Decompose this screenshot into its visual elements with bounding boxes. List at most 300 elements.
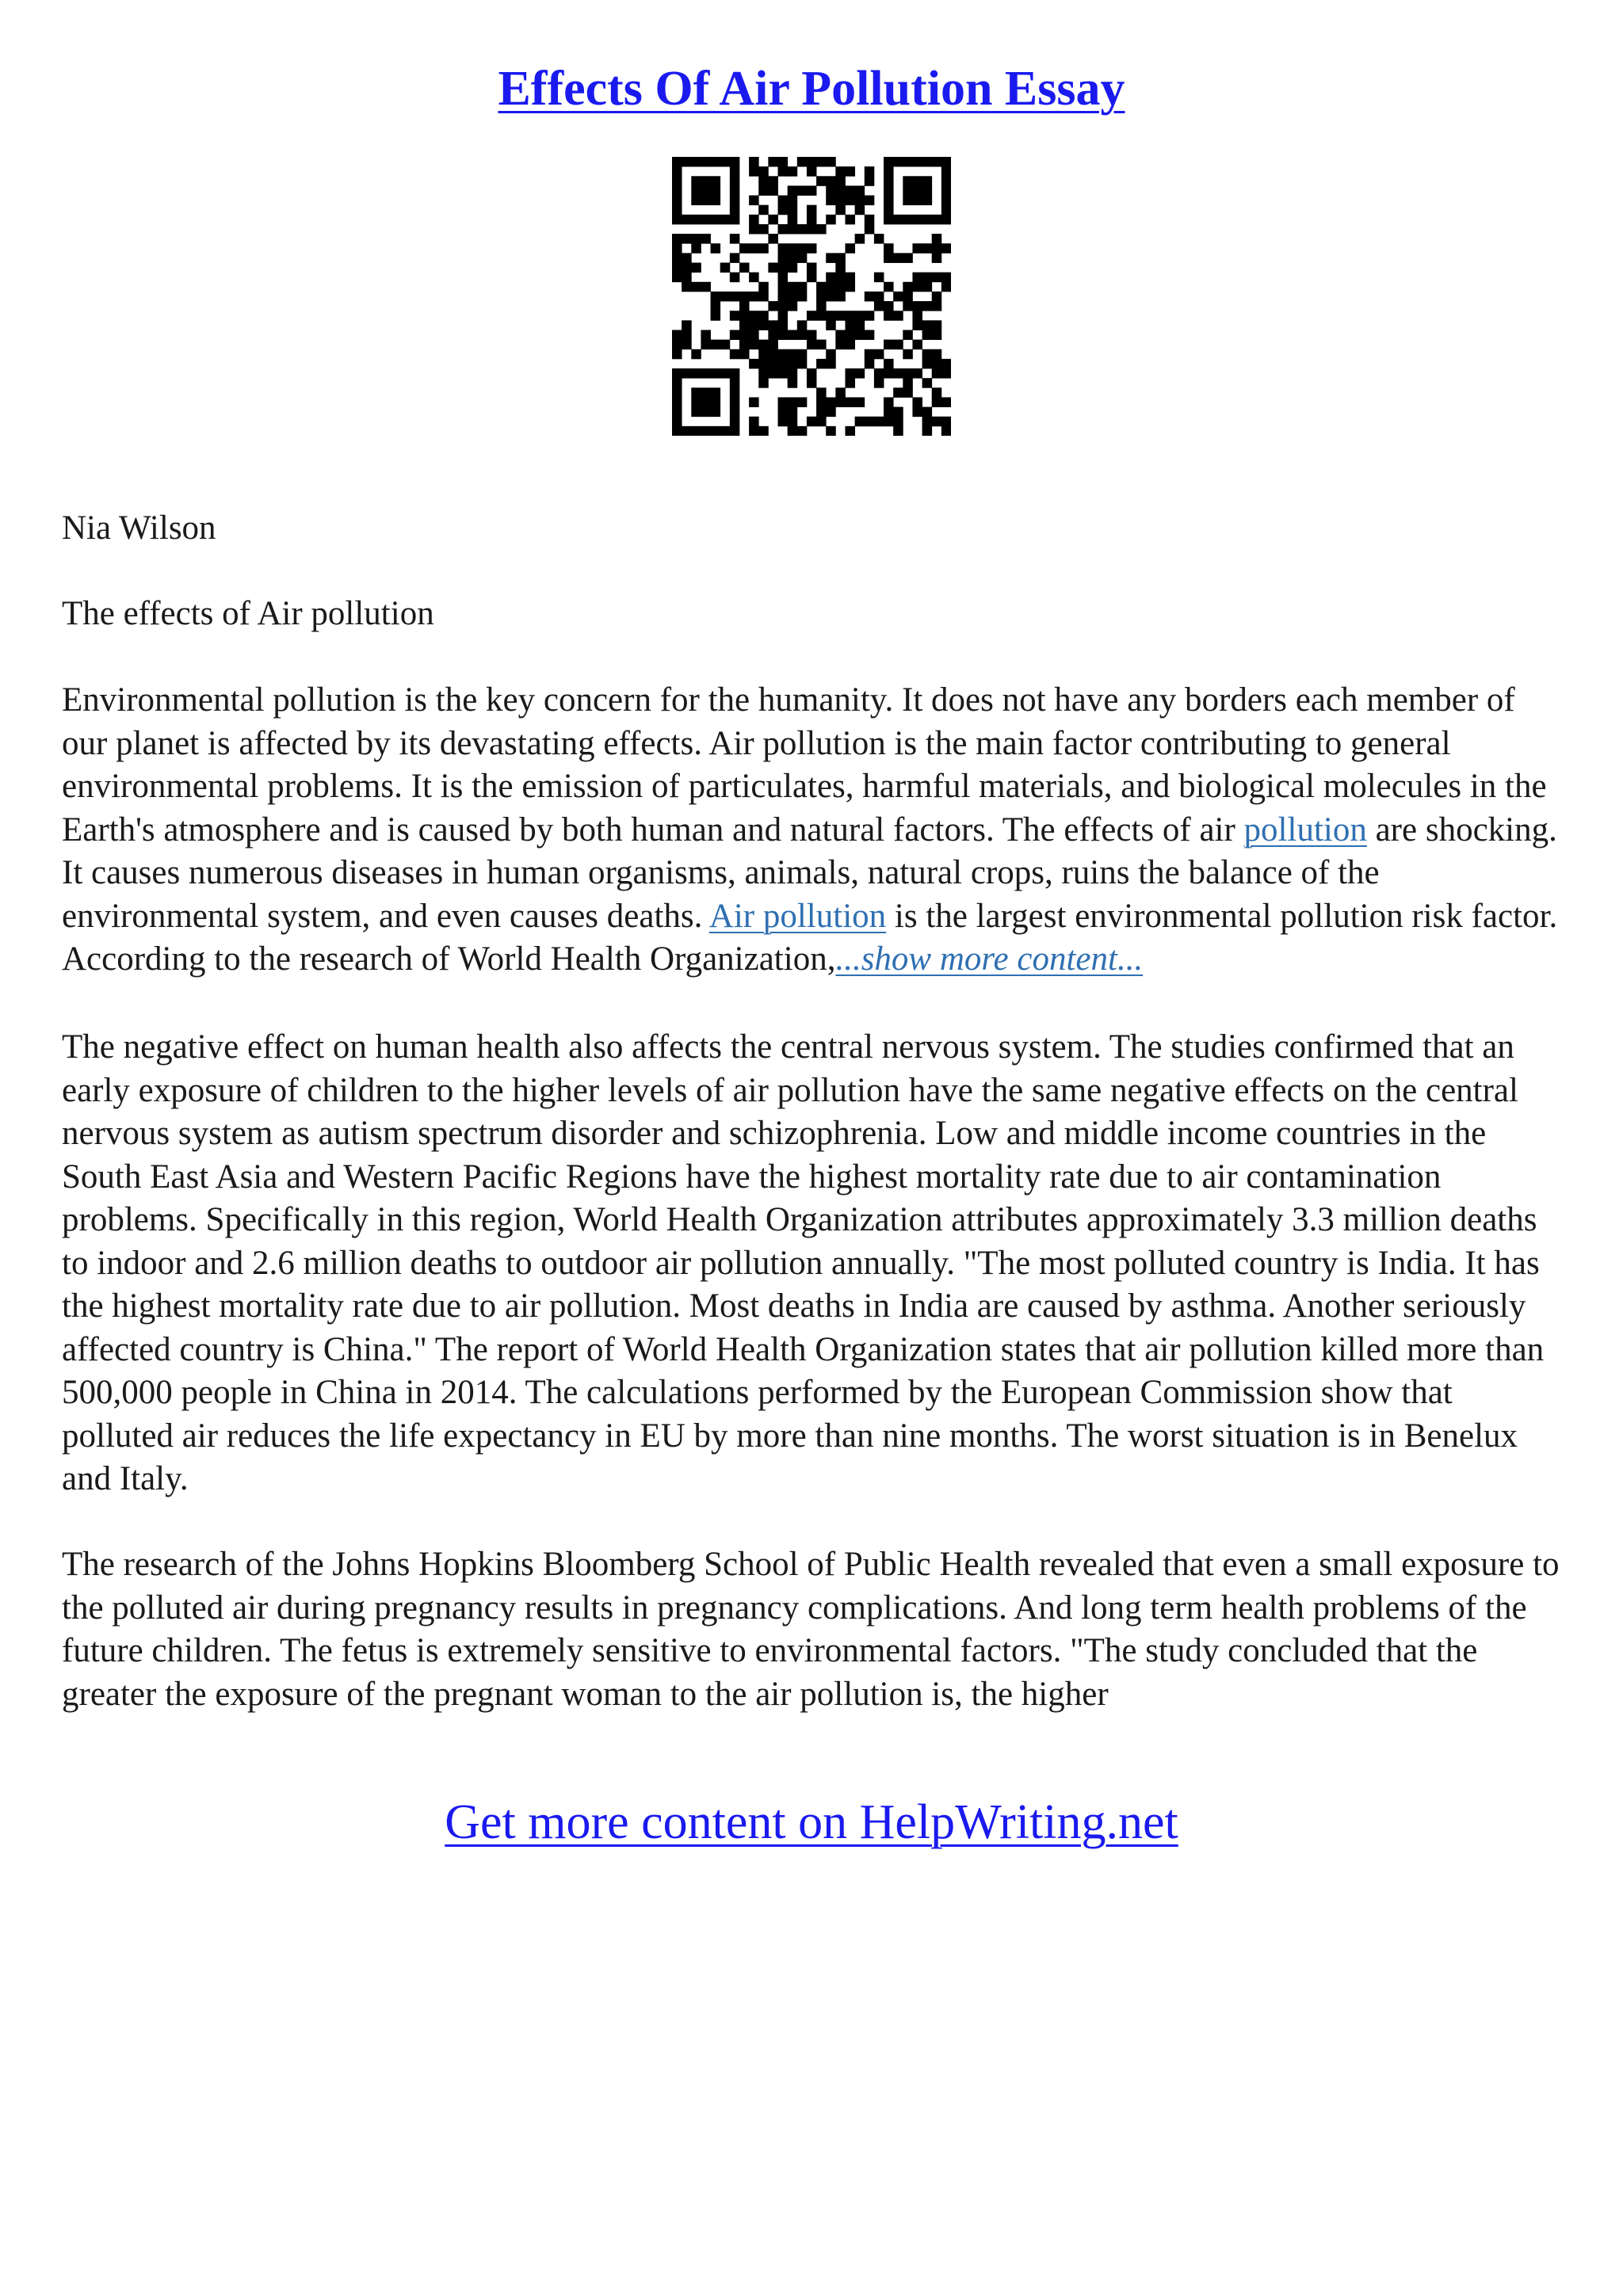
qr-module <box>701 340 711 350</box>
qr-module <box>768 301 778 311</box>
qr-module <box>682 320 692 330</box>
qr-module <box>739 349 750 360</box>
qr-module <box>691 157 701 167</box>
qr-module <box>701 407 711 418</box>
qr-module <box>778 368 789 379</box>
qr-module <box>874 273 884 283</box>
qr-module <box>672 340 682 350</box>
qr-module <box>855 368 865 379</box>
qr-module <box>835 330 846 340</box>
qr-module <box>922 378 933 388</box>
qr-module <box>682 157 692 167</box>
qr-module <box>941 273 951 283</box>
qr-module <box>768 176 778 186</box>
qr-module <box>807 243 817 254</box>
qr-module <box>865 215 875 225</box>
qr-module <box>691 397 701 407</box>
footer <box>0 1791 1623 1854</box>
qr-module <box>720 426 731 436</box>
qr-module <box>672 176 682 186</box>
qr-module <box>730 176 740 186</box>
qr-module <box>788 368 798 379</box>
qr-module <box>768 320 778 330</box>
qr-module <box>758 368 769 379</box>
qr-module <box>788 243 798 254</box>
show-more-link[interactable]: ...show more content... <box>835 940 1144 978</box>
qr-module <box>884 407 894 418</box>
qr-module <box>845 311 855 321</box>
qr-module <box>826 292 836 302</box>
qr-module <box>826 397 836 407</box>
qr-module <box>922 417 933 427</box>
qr-module <box>855 330 865 340</box>
helpwriting-link[interactable]: Get more content on HelpWriting.net <box>445 1795 1178 1849</box>
qr-module <box>922 196 933 206</box>
qr-module <box>816 387 827 398</box>
qr-module <box>682 273 692 283</box>
qr-module <box>672 196 682 206</box>
qr-module <box>845 196 855 206</box>
qr-module <box>922 407 933 418</box>
qr-module <box>903 292 913 302</box>
qr-module <box>672 417 682 427</box>
qr-module <box>807 205 817 215</box>
qr-module <box>932 330 942 340</box>
qr-module <box>884 196 894 206</box>
qr-module <box>941 176 951 186</box>
qr-module <box>816 292 827 302</box>
qr-module <box>941 215 951 225</box>
qr-module <box>788 282 798 292</box>
qr-module <box>749 196 759 206</box>
qr-module <box>711 397 721 407</box>
qr-module <box>701 387 711 398</box>
qr-module <box>788 224 798 235</box>
qr-module <box>788 292 798 302</box>
qr-module <box>912 407 922 418</box>
qr-module <box>826 253 836 263</box>
qr-module <box>739 301 750 311</box>
qr-module <box>691 215 701 225</box>
qr-module <box>912 273 922 283</box>
qr-module <box>884 397 894 407</box>
qr-module <box>865 330 875 340</box>
page-title <box>0 57 1623 120</box>
qr-module <box>672 185 682 196</box>
qr-module <box>691 426 701 436</box>
qr-module <box>884 282 894 292</box>
air-pollution-link[interactable]: Air pollution <box>708 897 887 935</box>
qr-module <box>865 176 875 186</box>
qr-module <box>730 407 740 418</box>
qr-module <box>701 176 711 186</box>
qr-module <box>739 320 750 330</box>
qr-module <box>922 359 933 369</box>
qr-module <box>932 157 942 167</box>
qr-module <box>730 349 740 360</box>
qr-module <box>941 282 951 292</box>
qr-module <box>912 215 922 225</box>
qr-module <box>893 426 903 436</box>
qr-module <box>941 417 951 427</box>
qr-module <box>807 340 817 350</box>
qr-module <box>711 176 721 186</box>
qr-module <box>865 359 875 369</box>
qr-module <box>807 417 817 427</box>
qr-module <box>691 196 701 206</box>
qr-module <box>778 273 789 283</box>
qr-module <box>893 215 903 225</box>
qr-module <box>730 157 740 167</box>
qr-module <box>797 330 808 340</box>
qr-module <box>778 205 789 215</box>
qr-module <box>884 205 894 215</box>
qr-module <box>711 157 721 167</box>
qr-module <box>730 311 740 321</box>
qr-module <box>797 224 808 235</box>
qr-module <box>855 205 865 215</box>
qr-module <box>845 166 855 177</box>
qr-module <box>835 387 846 398</box>
pollution-link[interactable]: pollution <box>1243 810 1367 849</box>
qr-module <box>932 301 942 311</box>
qr-module <box>807 311 817 321</box>
qr-module <box>932 368 942 379</box>
qr-module <box>788 215 798 225</box>
qr-module <box>682 330 692 340</box>
qr-module <box>903 157 913 167</box>
qr-module <box>711 426 721 436</box>
qr-module <box>730 368 740 379</box>
qr-module <box>941 205 951 215</box>
qr-module <box>941 397 951 407</box>
qr-module <box>893 417 903 427</box>
title-link[interactable]: Effects Of Air Pollution Essay <box>498 62 1125 116</box>
paragraph-1 <box>62 679 1568 982</box>
qr-module <box>768 368 778 379</box>
qr-module <box>835 292 846 302</box>
qr-module <box>807 224 817 235</box>
qr-module <box>932 253 942 263</box>
qr-module <box>730 292 740 302</box>
qr-module <box>672 407 682 418</box>
qr-module <box>845 330 855 340</box>
qr-module <box>941 426 951 436</box>
qr-module <box>932 234 942 244</box>
qr-module <box>720 292 731 302</box>
qr-module <box>758 224 769 235</box>
qr-module <box>749 426 759 436</box>
qr-module <box>778 196 789 206</box>
qr-module <box>835 176 846 186</box>
qr-module <box>672 387 682 398</box>
qr-module <box>768 340 778 350</box>
qr-module <box>826 176 836 186</box>
qr-module <box>778 320 789 330</box>
qr-module <box>826 157 836 167</box>
qr-module <box>778 330 789 340</box>
qr-module <box>788 205 798 215</box>
qr-module <box>701 426 711 436</box>
qr-module <box>730 397 740 407</box>
qr-module <box>682 426 692 436</box>
qr-module <box>788 417 798 427</box>
qr-module <box>855 185 865 196</box>
qr-module <box>826 282 836 292</box>
qr-module <box>682 282 692 292</box>
qr-module <box>845 273 855 283</box>
qr-module <box>922 320 933 330</box>
qr-module <box>730 273 740 283</box>
qr-module <box>682 253 692 263</box>
qr-module <box>932 273 942 283</box>
qr-module <box>855 320 865 330</box>
qr-module <box>884 359 894 369</box>
qr-module <box>691 349 701 360</box>
qr-module <box>797 349 808 360</box>
qr-module <box>749 417 759 427</box>
qr-module <box>816 340 827 350</box>
qr-module <box>711 196 721 206</box>
qr-module <box>672 368 682 379</box>
qr-module <box>778 263 789 273</box>
qr-module <box>778 166 789 177</box>
qr-module <box>932 292 942 302</box>
paragraph-1-part-2: are shocking. It causes numerous diseases in human organisms, animals, natural crops, ruins the balance of the environmental system, and even causes deaths. <box>62 810 1557 935</box>
qr-module <box>691 368 701 379</box>
qr-module <box>845 185 855 196</box>
qr-module <box>845 426 855 436</box>
qr-module <box>720 157 731 167</box>
qr-module <box>865 417 875 427</box>
qr-module <box>845 282 855 292</box>
qr-module <box>797 292 808 302</box>
qr-module <box>845 243 855 254</box>
qr-module <box>816 301 827 311</box>
qr-module <box>922 176 933 186</box>
qr-module <box>720 340 731 350</box>
qr-module <box>682 368 692 379</box>
qr-module <box>874 368 884 379</box>
qr-module <box>749 292 759 302</box>
qr-module <box>691 185 701 196</box>
qr-module <box>672 243 682 254</box>
qr-module <box>893 311 903 321</box>
qr-module <box>758 320 769 330</box>
qr-module <box>778 224 789 235</box>
qr-module <box>807 215 817 225</box>
qr-module <box>749 157 759 167</box>
qr-module <box>922 282 933 292</box>
qr-module <box>797 359 808 369</box>
qr-module <box>788 426 798 436</box>
qr-module <box>797 243 808 254</box>
qr-module <box>865 311 875 321</box>
qr-module <box>672 378 682 388</box>
qr-module <box>682 215 692 225</box>
qr-module <box>788 330 798 340</box>
qr-module <box>758 166 769 177</box>
qr-module <box>941 368 951 379</box>
qr-module <box>932 243 942 254</box>
qr-module <box>797 397 808 407</box>
qr-module <box>835 340 846 350</box>
qr-module <box>758 282 769 292</box>
qr-module <box>797 282 808 292</box>
qr-module <box>788 349 798 360</box>
qr-module <box>788 196 798 206</box>
qr-module <box>768 157 778 167</box>
qr-module <box>768 349 778 360</box>
qr-module <box>758 340 769 350</box>
paragraph-3: The research of the Johns Hopkins Bloomberg School of Public Health revealed that even a small exposure to the polluted air during pregnancy results in pregnancy complications. And long term health problems of the future children. The fetus is extremely sensitive to environmental factors. "The study concluded that the greater the exposure of the pregnant woman to the air pollution is, the higher <box>62 1546 1560 1713</box>
qr-module <box>758 243 769 254</box>
qr-module <box>826 215 836 225</box>
qr-module <box>758 359 769 369</box>
qr-module <box>691 243 701 254</box>
qr-module <box>807 185 817 196</box>
qr-module <box>816 157 827 167</box>
qr-module <box>797 185 808 196</box>
qr-module <box>778 301 789 311</box>
qr-module <box>788 407 798 418</box>
qr-module <box>691 234 701 244</box>
qr-module <box>893 368 903 379</box>
qr-module <box>672 263 682 273</box>
qr-module <box>749 224 759 235</box>
qr-module <box>749 397 759 407</box>
qr-module <box>874 292 884 302</box>
qr-module <box>912 311 922 321</box>
qr-module <box>807 273 817 283</box>
qr-module <box>826 407 836 418</box>
qr-module <box>701 196 711 206</box>
qr-module <box>941 196 951 206</box>
qr-module <box>922 243 933 254</box>
qr-module <box>903 368 913 379</box>
qr-module <box>682 340 692 350</box>
qr-module <box>941 157 951 167</box>
qr-module <box>758 378 769 388</box>
qr-module <box>711 340 721 350</box>
qr-module <box>912 340 922 350</box>
qr-module <box>730 330 740 340</box>
qr-module <box>672 253 682 263</box>
qr-module <box>912 301 922 311</box>
qr-module <box>788 166 798 177</box>
qr-module <box>691 282 701 292</box>
qr-module <box>932 320 942 330</box>
qr-module <box>922 330 933 340</box>
qr-module <box>903 378 913 388</box>
qr-module <box>682 234 692 244</box>
qr-module <box>730 205 740 215</box>
qr-module <box>884 368 894 379</box>
qr-module <box>778 311 789 321</box>
qr-module <box>730 215 740 225</box>
qr-module <box>711 368 721 379</box>
qr-module <box>884 185 894 196</box>
qr-module <box>893 340 903 350</box>
qr-module <box>912 397 922 407</box>
qr-module <box>730 185 740 196</box>
qr-module <box>816 359 827 369</box>
qr-module <box>884 301 894 311</box>
qr-module <box>912 176 922 186</box>
qr-module <box>768 215 778 225</box>
qr-module <box>691 263 701 273</box>
qr-module <box>749 330 759 340</box>
qr-module <box>835 253 846 263</box>
qr-module <box>672 205 682 215</box>
qr-module <box>826 426 836 436</box>
qr-module <box>835 196 846 206</box>
qr-module <box>893 407 903 418</box>
paragraph-1-part-3: is the largest environmental pollution risk factor. According to the research of World Health Organization, <box>62 897 1558 978</box>
qr-module <box>816 397 827 407</box>
qr-module <box>903 301 913 311</box>
qr-module <box>865 196 875 206</box>
qr-module <box>845 397 855 407</box>
qr-module <box>701 397 711 407</box>
qr-module <box>884 417 894 427</box>
qr-module <box>768 234 778 244</box>
qr-module <box>778 253 789 263</box>
qr-module <box>826 359 836 369</box>
qr-module <box>865 224 875 235</box>
qr-module <box>855 196 865 206</box>
qr-module <box>758 311 769 321</box>
qr-module <box>807 263 817 273</box>
qr-module <box>730 196 740 206</box>
author-name: Nia Wilson <box>62 509 216 547</box>
qr-module <box>835 263 846 273</box>
qr-module <box>884 253 894 263</box>
qr-module <box>826 320 836 330</box>
qr-module <box>739 311 750 321</box>
qr-module <box>788 263 798 273</box>
qr-module <box>922 157 933 167</box>
qr-module <box>884 311 894 321</box>
qr-module <box>903 349 913 360</box>
qr-module <box>932 387 942 398</box>
qr-module <box>903 253 913 263</box>
qr-module <box>903 282 913 292</box>
qr-module <box>788 253 798 263</box>
qr-module <box>797 426 808 436</box>
qr-module <box>884 157 894 167</box>
qr-module <box>672 330 682 340</box>
qr-module <box>865 349 875 360</box>
qr-module <box>739 330 750 340</box>
qr-module <box>922 185 933 196</box>
qr-module <box>730 166 740 177</box>
qr-module <box>768 263 778 273</box>
qr-module <box>826 311 836 321</box>
qr-module <box>845 320 855 330</box>
qr-module <box>730 426 740 436</box>
qr-module <box>768 330 778 340</box>
qr-module <box>922 273 933 283</box>
qr-module <box>739 263 750 273</box>
qr-module <box>701 185 711 196</box>
qr-module <box>778 243 789 254</box>
qr-module <box>749 311 759 321</box>
qr-module <box>893 157 903 167</box>
qr-module <box>903 215 913 225</box>
qr-module <box>835 311 846 321</box>
qr-module <box>778 407 789 418</box>
